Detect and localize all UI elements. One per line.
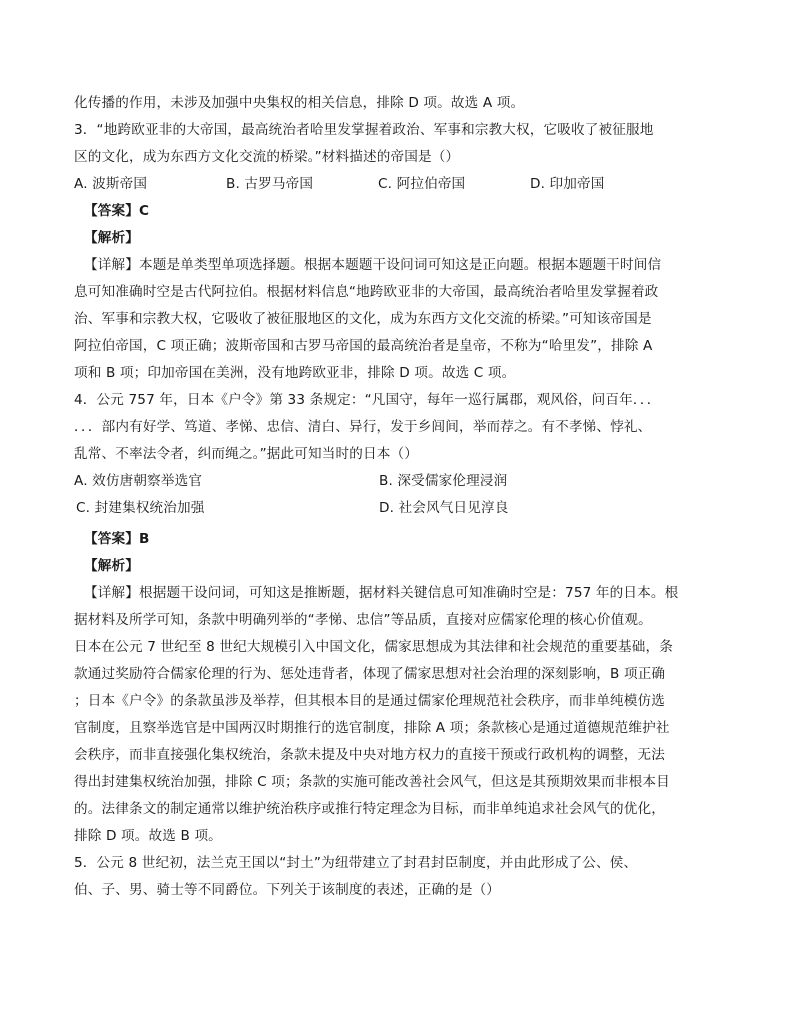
option-b: B. 深受儒家伦理浸润 xyxy=(379,473,508,489)
option-d: D. 社会风气日见淳良 xyxy=(379,500,509,516)
detail-text: 款通过奖励符合儒家伦理的行为、惩处违背者，体现了儒家思想对社会治理的深刻影响，B 项正确 xyxy=(74,666,666,682)
question-3-stem: 3．“地跨欧亚非的大帝国，最高统治者哈里发掌握着政治、军事和宗教大权，它吸收了被征服地 xyxy=(74,122,654,138)
document-page xyxy=(74,90,684,904)
detail-text: 【详解】本题是单类型单项选择题。根据本题题干设问词可知这是正向题。根据本题题干时间信 xyxy=(84,257,662,273)
option-a: A. 效仿唐朝察举选官 xyxy=(74,473,203,489)
option-c: C. 阿拉伯帝国 xyxy=(378,176,466,192)
question-4-options-row-2 xyxy=(74,495,684,522)
detail-text: 【详解】根据题干设问词，可知这是推断题，据材料关键信息可知准确时空是：757 年的日本。根 xyxy=(84,585,679,601)
question-5-stem: 5．公元 8 世纪初，法兰克王国以“封土”为纽带建立了封君封臣制度，并由此形成了公、侯、 xyxy=(74,855,638,871)
question-4-stem: ．．．部内有好学、笃道、孝悌、忠信、清白、异行，发于乡闾间，举而荐之。有不孝悌、悖礼、 xyxy=(74,419,652,435)
text-line: 化传播的作用，未涉及加强中央集权的相关信息，排除 D 项。故选 A 项。 xyxy=(74,95,525,111)
option-d: D. 印加帝国 xyxy=(530,176,605,192)
analysis-label: 【解析】 xyxy=(84,230,139,246)
option-a: A. 波斯帝国 xyxy=(74,176,148,192)
detail-text: 官制度，且察举选官是中国两汉时期推行的选官制度，排除 A 项；条款核心是通过道德规范维护社 xyxy=(74,720,670,736)
detail-text: 会秩序，而非直接强化集权统治，条款未提及中央对地方权力的直接干预或行政机构的调整，无法 xyxy=(74,747,665,763)
option-b: B. 古罗马帝国 xyxy=(226,176,314,192)
detail-text: 息可知准确时空是古代阿拉伯。根据材料信息“地跨欧亚非的大帝国，最高统治者哈里发掌握着政 xyxy=(74,284,659,300)
detail-text: ；日本《户令》的条款虽涉及举荐，但其根本目的是通过儒家伦理规范社会秩序，而非单纯模仿选 xyxy=(74,693,665,709)
answer-label: 【答案】C xyxy=(84,203,150,219)
detail-text: 据材料及所学可知，条款中明确列举的“孝悌、忠信”等品质，直接对应儒家伦理的核心价值观。 xyxy=(74,612,652,628)
question-4-stem: 4．公元 757 年，日本《户令》第 33 条规定：“凡国守，每年一巡行属郡，观风俗，问百年．．． xyxy=(74,392,661,408)
detail-text: 的。法律条文的制定通常以维护统治秩序或推行特定理念为目标，而非单纯追求社会风气的优化， xyxy=(74,801,665,817)
analysis-label: 【解析】 xyxy=(84,558,139,574)
question-4-stem: 乱常、不率法令者，纠而绳之。”据此可知当时的日本（） xyxy=(74,446,418,462)
question-3-stem: 区的文化，成为东西方文化交流的桥梁。”材料描述的帝国是（） xyxy=(74,149,460,165)
detail-text: 阿拉伯帝国，C 项正确；波斯帝国和古罗马帝国的最高统治者是皇帝，不称为“哈里发”，排除 A xyxy=(74,338,653,354)
question-3-options xyxy=(74,171,684,198)
detail-text: 治、军事和宗教大权，它吸收了被征服地区的文化，成为东西方文化交流的桥梁。”可知该帝国是 xyxy=(74,311,652,327)
answer-label: 【答案】B xyxy=(84,531,150,547)
question-4-options-row-1 xyxy=(74,468,684,495)
detail-text: 日本在公元 7 世纪至 8 世纪大规模引入中国文化，儒家思想成为其法律和社会规范的重要基础，条 xyxy=(74,639,673,655)
detail-text: 项和 B 项；印加帝国在美洲，没有地跨欧亚非，排除 D 项。故选 C 项。 xyxy=(74,365,516,381)
option-c: C. 封建集权统治加强 xyxy=(76,500,205,516)
detail-text: 排除 D 项。故选 B 项。 xyxy=(74,828,222,844)
question-5-stem: 伯、子、男、骑士等不同爵位。下列关于该制度的表述，正确的是（） xyxy=(74,882,501,898)
detail-text: 得出封建集权统治加强，排除 C 项；条款的实施可能改善社会风气，但这是其预期效果而非根本目 xyxy=(74,774,670,790)
